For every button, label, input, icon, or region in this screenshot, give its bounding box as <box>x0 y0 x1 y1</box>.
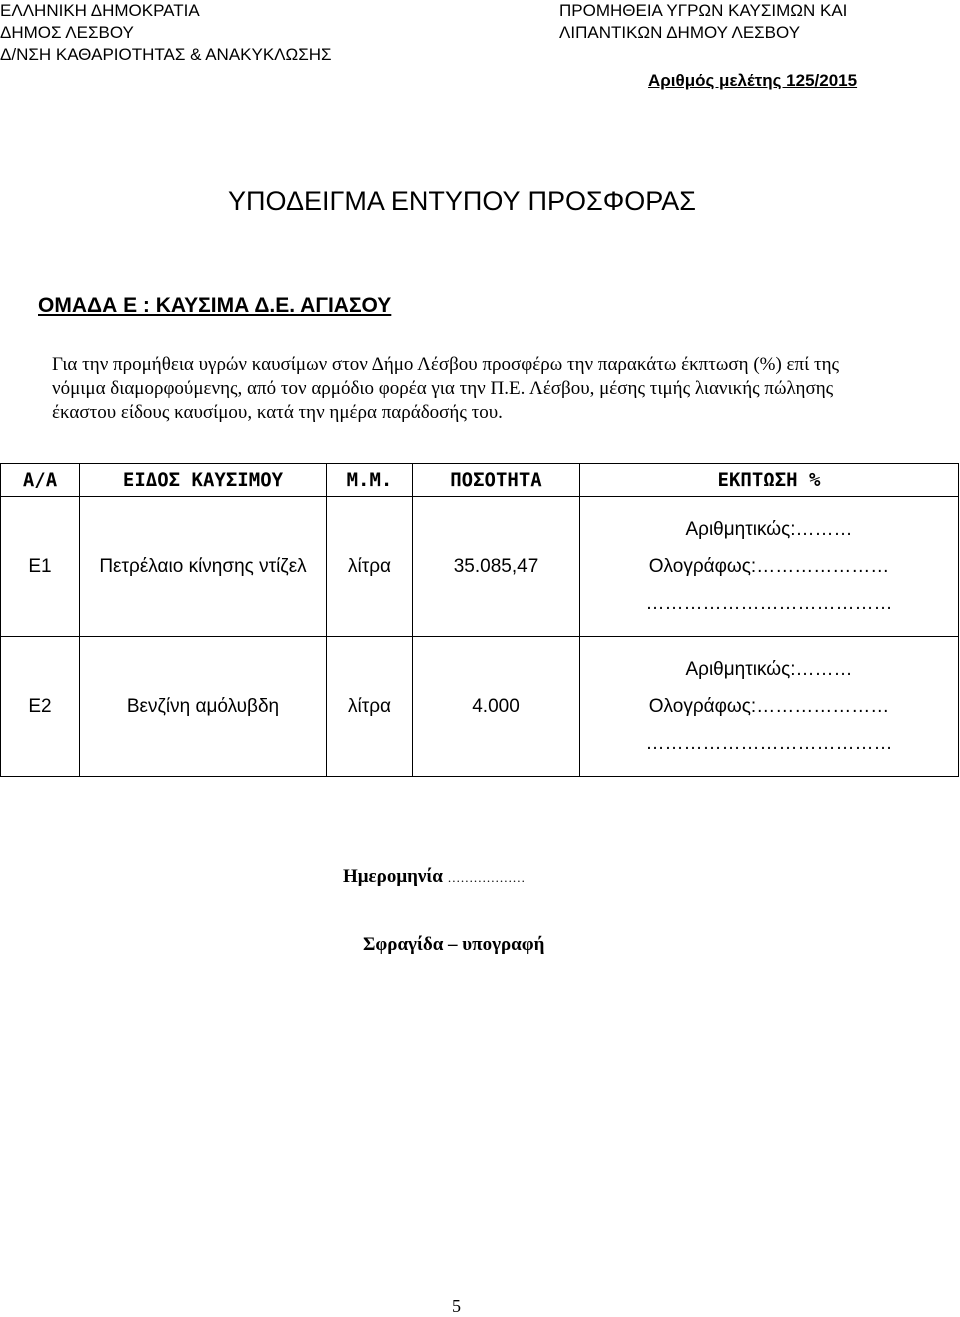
row-id: Ε1 <box>1 497 80 637</box>
row-item: Βενζίνη αμόλυβδη <box>80 637 327 777</box>
table-row <box>1 637 959 777</box>
discount-dots: ………………………………… <box>645 593 893 614</box>
row-quantity: 4.000 <box>413 637 580 777</box>
date-label: Ημερομηνία <box>343 866 443 887</box>
discount-numeric-label: Αριθμητικώς:……… <box>685 519 853 540</box>
row-quantity: 35.085,47 <box>413 497 580 637</box>
offer-table <box>0 463 959 777</box>
table-row <box>1 497 959 637</box>
page-number: 5 <box>452 1296 461 1316</box>
row-id: Ε2 <box>1 637 80 777</box>
row-unit: λίτρα <box>327 497 413 637</box>
col-header-unit: Μ.Μ. <box>327 464 413 497</box>
discount-dots: ………………………………… <box>645 733 893 754</box>
table-header-row <box>1 464 959 497</box>
date-dots: ……………… <box>447 870 526 885</box>
intro-line-1: Για την προμήθεια υγρών καυσίμων στον Δήμο Λέσβου προσφέρω την παρακάτω έκπτωση (%) επί της <box>52 354 840 375</box>
study-number: Αριθμός μελέτης 125/2015 <box>648 71 858 90</box>
header-left-line-2: ΔΗΜΟΣ ΛΕΣΒΟΥ <box>0 23 134 42</box>
group-title: ΟΜΑΔΑ Ε : ΚΑΥΣΙΜΑ Δ.Ε. ΑΓΙΑΣΟΥ <box>38 294 392 317</box>
page-title: ΥΠΟΔΕΙΓΜΑ ΕΝΤΥΠΟΥ ΠΡΟΣΦΟΡΑΣ <box>228 186 696 216</box>
intro-line-2: νόμιμα διαμορφούμενης, από τον αρμόδιο φορέα για την Π.Ε. Λέσβου, μέσης τιμής λιανικής πώλησης <box>52 378 834 399</box>
discount-numeric-label: Αριθμητικώς:……… <box>685 659 853 680</box>
discount-words-label: Ολογράφως:………………… <box>648 556 890 577</box>
col-header-discount: ΕΚΠΤΩΣΗ % <box>580 464 959 497</box>
col-header-aa: Α/Α <box>1 464 80 497</box>
col-header-quantity: ΠΟΣΟΤΗΤΑ <box>413 464 580 497</box>
header-left-line-1: ΕΛΛΗΝΙΚΗ ΔΗΜΟΚΡΑΤΙΑ <box>0 1 200 20</box>
row-discount-cell[interactable] <box>580 637 959 777</box>
row-unit: λίτρα <box>327 637 413 777</box>
header-right-line-2: ΛΙΠΑΝΤΙΚΩΝ ΔΗΜΟΥ ΛΕΣΒΟΥ <box>559 23 801 42</box>
discount-words-label: Ολογράφως:………………… <box>648 696 890 717</box>
intro-line-3: έκαστου είδους καυσίμου, κατά την ημέρα παράδοσής του. <box>52 402 503 423</box>
row-discount-cell[interactable] <box>580 497 959 637</box>
signature-label: Σφραγίδα – υπογραφή <box>363 934 545 955</box>
date-line <box>343 866 525 888</box>
header-left-line-3: Δ/ΝΣΗ ΚΑΘΑΡΙΟΤΗΤΑΣ & ΑΝΑΚΥΚΛΩΣΗΣ <box>0 45 332 64</box>
header-right-line-1: ΠΡΟΜΗΘΕΙΑ ΥΓΡΩΝ ΚΑΥΣΙΜΩΝ ΚΑΙ <box>559 1 848 20</box>
intro-paragraph <box>52 353 960 425</box>
col-header-item: ΕΙΔΟΣ ΚΑΥΣΙΜΟΥ <box>80 464 327 497</box>
row-item: Πετρέλαιο κίνησης ντίζελ <box>80 497 327 637</box>
